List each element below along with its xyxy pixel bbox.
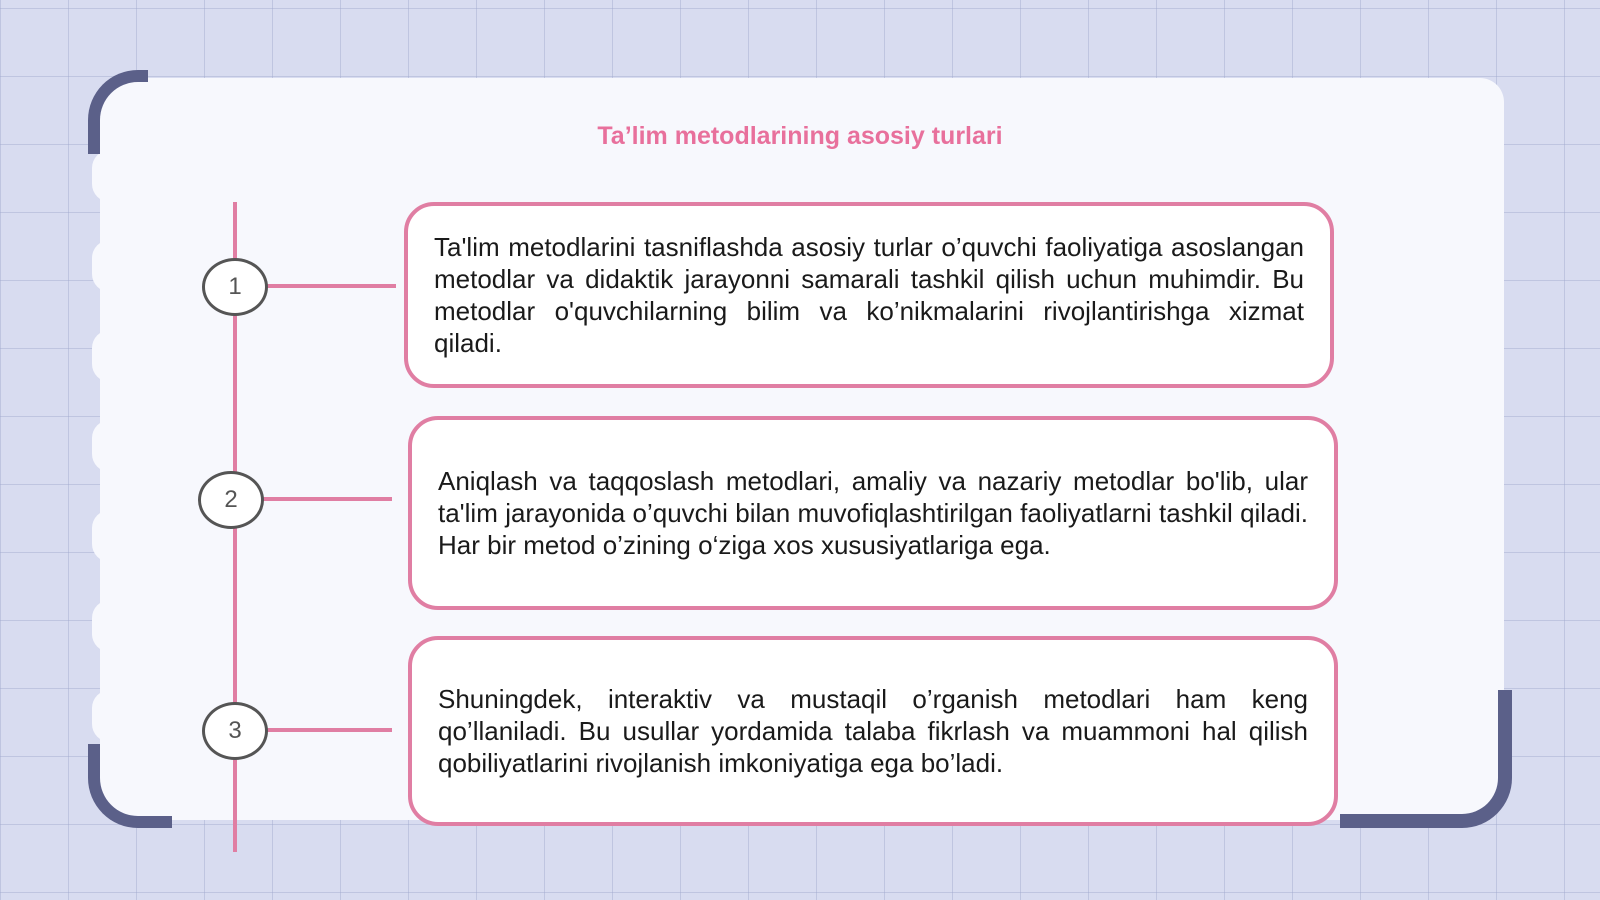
card-scallop [92, 600, 128, 652]
step-connector [266, 284, 396, 288]
step-number-circle [202, 258, 268, 316]
card-scallop [92, 330, 128, 382]
frame-corner-top-left [88, 70, 148, 154]
step-number: 1 [228, 273, 242, 300]
card-scallop [92, 690, 128, 742]
step-content-box [404, 202, 1334, 388]
step-number: 3 [228, 717, 242, 744]
frame-corner-bottom-right [1340, 690, 1512, 828]
step-connector [262, 497, 392, 501]
page-title: Ta’lim metodlarining asosiy turlari [597, 122, 1003, 150]
card-scallop [92, 240, 128, 292]
card-scallop [92, 420, 128, 472]
step-description: Shuningdek, interaktiv va mustaqil o’rganish metodlari ham keng qo’llaniladi. Bu usullar yordamida talaba fikrlash va muammoni hal qilish qobiliyatlarini rivojlanish imkoniyatiga ega bo’ladi. [438, 684, 1308, 778]
step-number-circle [198, 471, 264, 529]
step-number-circle [202, 702, 268, 760]
card-scallop [92, 510, 128, 562]
frame-corner-bottom-left [88, 744, 172, 828]
step-connector [266, 728, 392, 732]
step-number: 2 [224, 486, 238, 513]
step-description: Aniqlash va taqqoslash metodlari, amaliy va nazariy metodlar bo'lib, ular ta'lim jarayonida o’quvchi bilan muvofiqlashtirilgan faoliyatlarni tashkil qiladi. Har bir metod o’zining o‘ziga xos xususiyatlariga ega. [438, 466, 1308, 560]
card-scallop [92, 150, 128, 202]
step-content-box [408, 636, 1338, 826]
step-description: Ta'lim metodlarini tasniflashda asosiy turlar o’quvchi faoliyatiga asoslangan metodlar va didaktik jarayonni samarali tashkil qilish uchun muhimdir. Bu metodlar o'quvchilarning bilim va ko’nikmalarini rivojlantirishga xizmat qiladi. [434, 232, 1304, 358]
step-content-box [408, 416, 1338, 610]
